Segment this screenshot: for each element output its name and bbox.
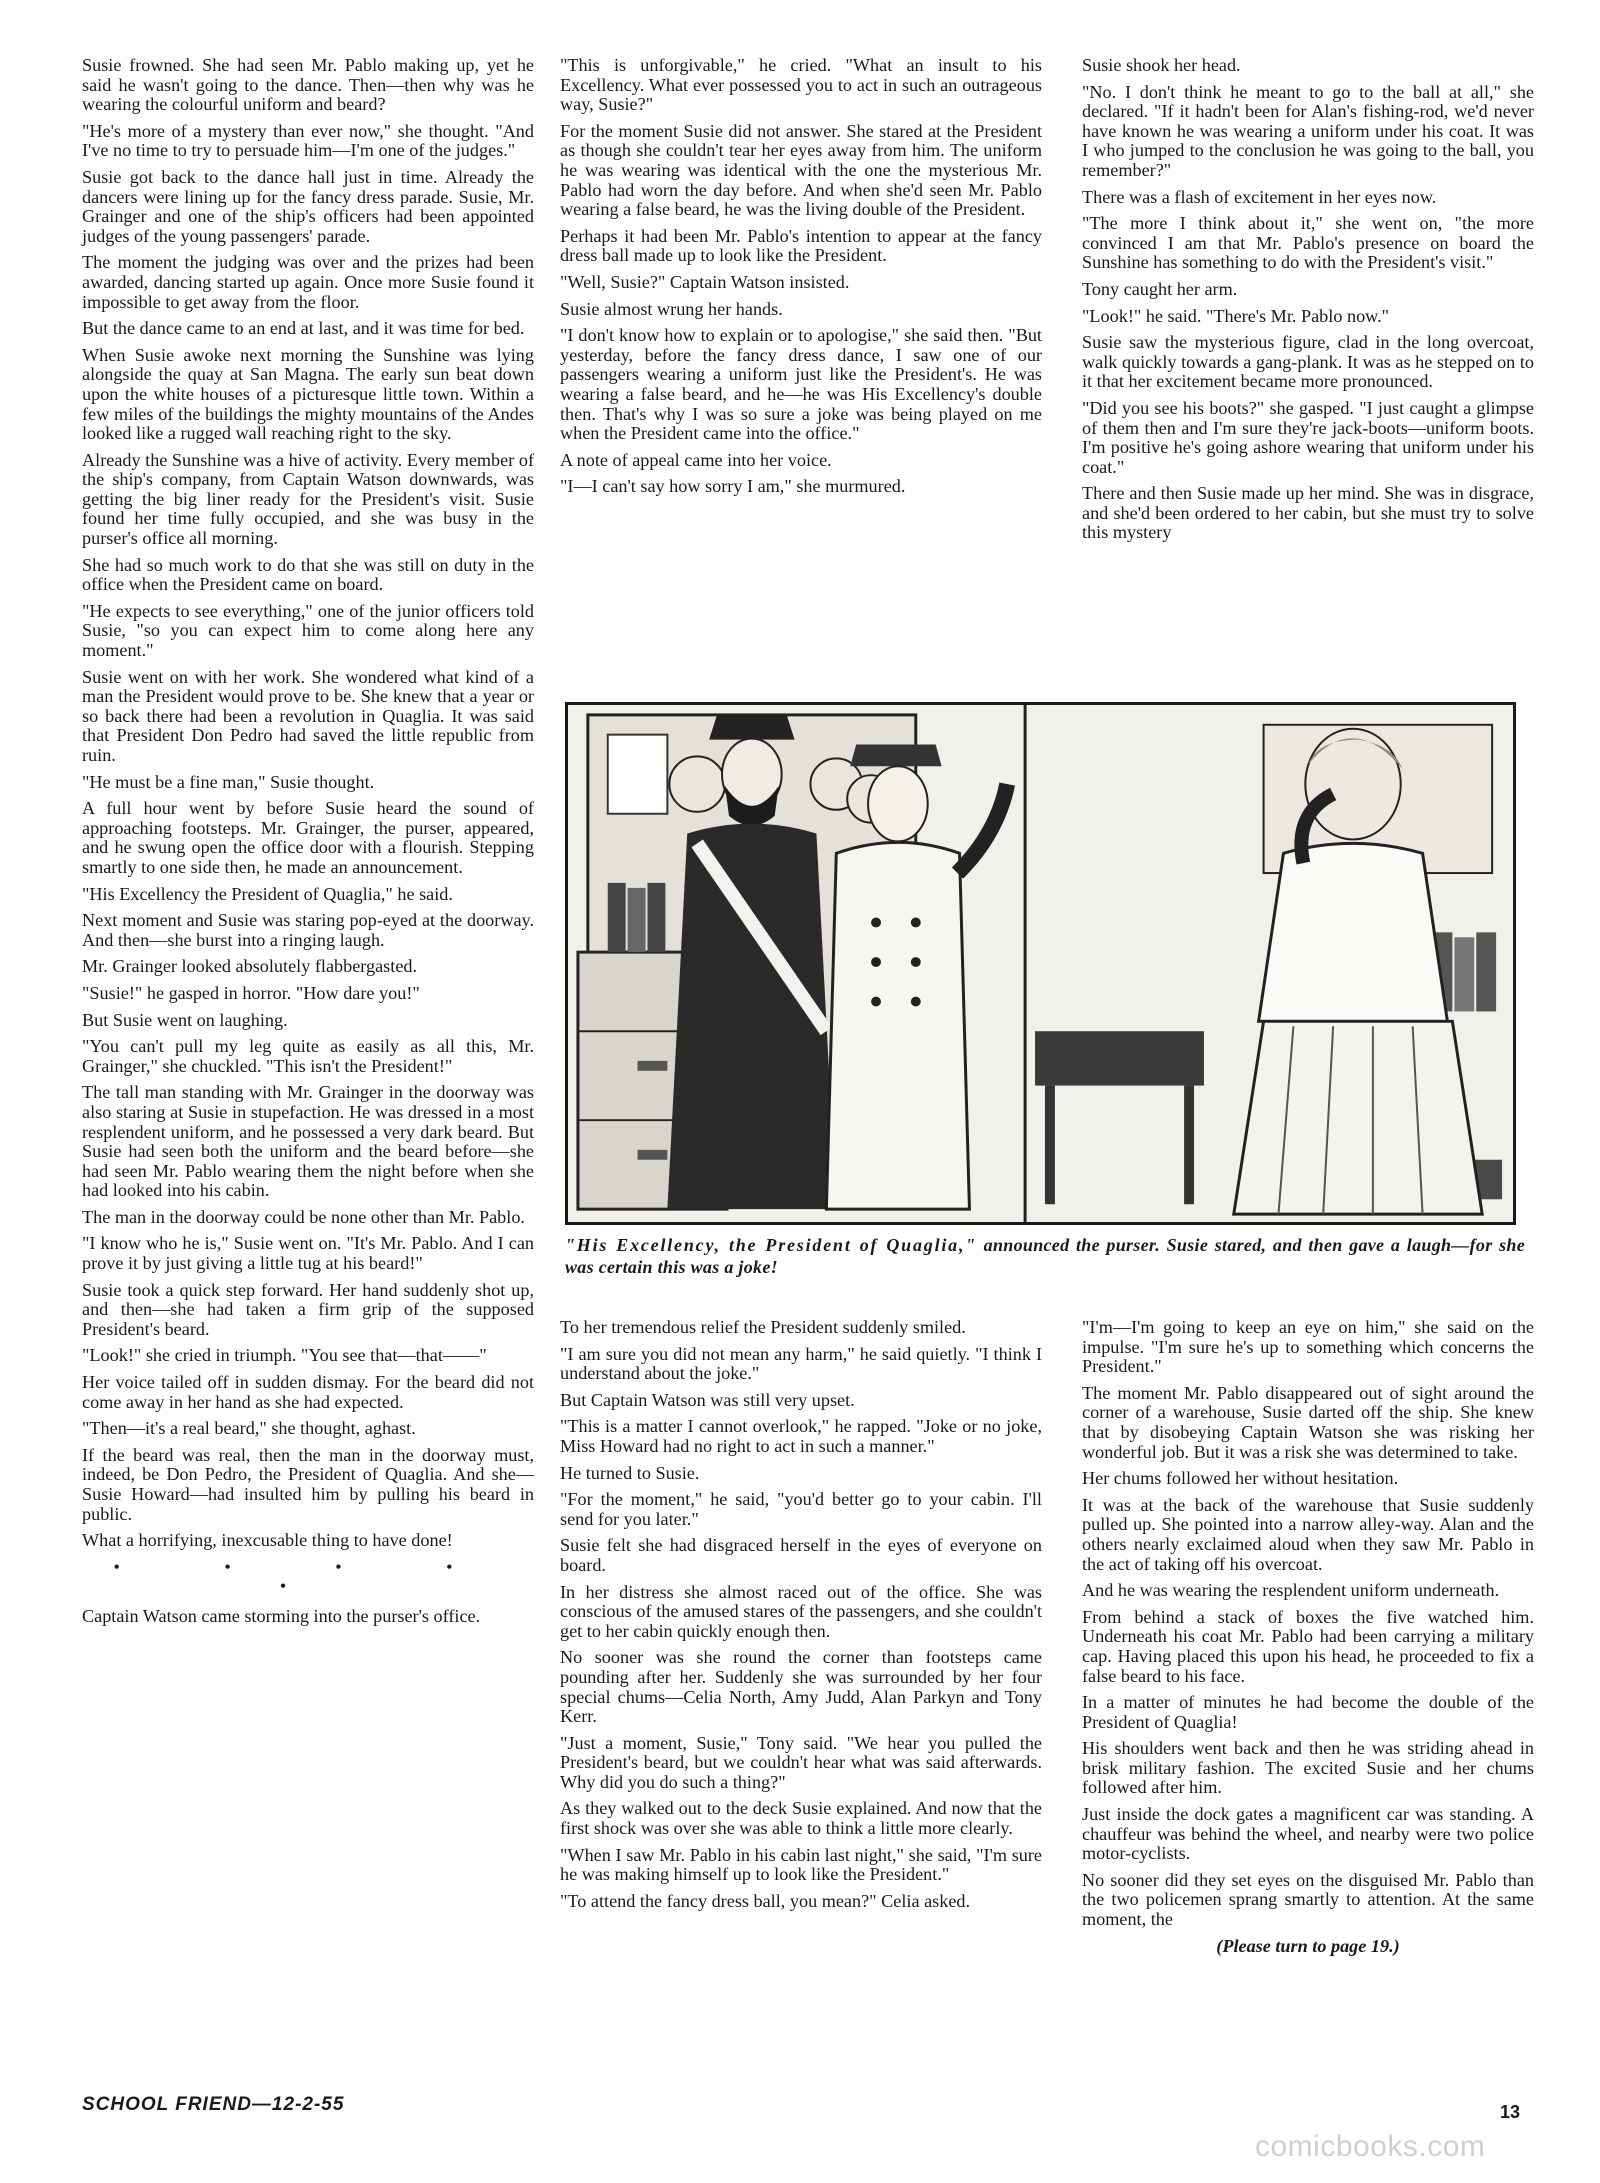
story-paragraph: "You can't pull my leg quite as easily as all this, Mr. Grainger," she chuckled. "This isn't the President!" — [82, 1036, 534, 1076]
story-illustration — [565, 702, 1516, 1225]
caption-quote: "His Excellency, the President of Quaglia," — [565, 1235, 978, 1255]
story-column-5 — [1082, 1318, 1534, 1963]
story-paragraph: Susie almost wrung her hands. — [560, 298, 783, 319]
story-paragraph: Susie went on with her work. She wondered what kind of a man the President would prove to be. She knew that a year or so back there had been a revolution in Quaglia. It was said that President Don Pedro had saved the little republic from ruin. — [82, 666, 534, 765]
story-paragraph: "I am sure you did not mean any harm," he said quietly. "I think I understand about the joke." — [560, 1343, 1042, 1384]
story-paragraph: Her voice tailed off in sudden dismay. For the beard did not come away in her hand as she had expected. — [82, 1372, 534, 1412]
continued-note: (Please turn to page 19.) — [1216, 1935, 1400, 1956]
story-paragraph: Perhaps it had been Mr. Pablo's intention to appear at the fancy dress ball made up to look like the President. — [560, 225, 1042, 266]
story-paragraph: But Susie went on laughing. — [82, 1009, 288, 1030]
story-paragraph: To her tremendous relief the President suddenly smiled. — [560, 1317, 966, 1337]
story-paragraph: When Susie awoke next morning the Sunshine was lying alongside the quay at San Magna. The early sun beat down upon the white houses of a picturesque little town. Within a few miles of the buildings the mighty mountains of the Andes looked like a rugged wall reaching right to the sky. — [82, 344, 534, 444]
story-column-3 — [1082, 56, 1534, 550]
story-paragraph: A note of appeal came into her voice. — [560, 449, 832, 470]
story-paragraph: "I'm—I'm going to keep an eye on him," she said on the impulse. "I'm sure he's up to something which concerns the President." — [1082, 1317, 1534, 1377]
story-paragraph: The tall man standing with Mr. Grainger in the doorway was also staring at Susie in stupefaction. He was dressed in a most resplendent uniform, and he possessed a very dark beard. But Susie had seen both the uniform and the beard before—she had seen Mr. Pablo wearing them the night before when she had looked into his cabin. — [82, 1082, 534, 1201]
story-paragraph: No sooner was she round the corner than footsteps came pounding after her. Suddenly she was surrounded by her four special chums—Celia North, Amy Judd, Alan Parkyn and Tony Kerr. — [560, 1647, 1042, 1727]
story-paragraph: She had so much work to do that she was still on duty in the office when the President came on board. — [82, 554, 534, 595]
watermark: comicbooks.com — [1255, 2130, 1486, 2163]
story-paragraph: "Well, Susie?" Captain Watson insisted. — [560, 271, 850, 292]
story-paragraph: There and then Susie made up her mind. She was in disgrace, and she'd been ordered to her cabin, but she must try to solve this mystery — [1082, 483, 1534, 543]
story-paragraph: But Captain Watson was still very upset. — [560, 1389, 855, 1410]
story-paragraph: "He must be a fine man," Susie thought. — [82, 771, 375, 792]
story-paragraph: If the beard was real, then the man in the doorway must, indeed, be Don Pedro, the President of Quaglia. And she—Susie Howard—had insulted him by pulling his beard in public. — [82, 1444, 534, 1524]
story-paragraph: "His Excellency the President of Quaglia," he said. — [82, 883, 453, 904]
story-paragraph: The moment the judging was over and the prizes had been awarded, dancing started up again. Once more Susie found it impossible to get away from the floor. — [82, 252, 534, 312]
story-paragraph: As they walked out to the deck Susie explained. And now that the first shock was over she was able to think a little more clearly. — [560, 1798, 1042, 1839]
story-paragraph: "I know who he is," Susie went on. "It's Mr. Pablo. And I can prove it by just giving a little tug at his beard!" — [82, 1233, 534, 1274]
story-paragraph: "I don't know how to explain or to apologise," she said then. "But yesterday, before the fancy dress dance, I saw one of our passengers wearing a uniform just like the President's. He was wearing a false beard, and he—he was His Excellency's double then. That's why I was so sure a joke was being played on me when the President came into the office." — [560, 325, 1042, 444]
illustration-caption — [565, 1234, 1525, 1278]
story-paragraph: The man in the doorway could be none other than Mr. Pablo. — [82, 1206, 525, 1227]
story-paragraph: The moment Mr. Pablo disappeared out of sight around the corner of a warehouse, Susie darted off the ship. She knew that by disobeying Captain Watson she was risking her wonderful job. But it was a risk she was determined to take. — [1082, 1382, 1534, 1462]
story-paragraph: "Susie!" he gasped in horror. "How dare you!" — [82, 982, 420, 1003]
magazine-footer: SCHOOL FRIEND—12-2-55 — [82, 2094, 345, 2115]
story-paragraph: No sooner did they set eyes on the disguised Mr. Pablo than the two policemen sprang smartly to attention. At the same moment, the — [1082, 1869, 1534, 1930]
story-column-1 — [82, 56, 534, 1634]
story-paragraph: A full hour went by before Susie heard the sound of approaching footsteps. Mr. Grainger, the purser, appeared, and he swung open the office door with a flourish. Stepping smartly to one side then, he made an announcement. — [82, 798, 534, 877]
story-paragraph: Just inside the dock gates a magnificent car was standing. A chauffeur was behind the wheel, and nearby were two police motor-cyclists. — [1082, 1804, 1534, 1864]
story-paragraph: "He's more of a mystery than ever now," she thought. "And I've no time to try to persuade him—I'm one of the judges." — [82, 120, 534, 161]
story-paragraph: "He expects to see everything," one of the junior officers told Susie, "so you can expect him to come along here any moment." — [82, 600, 534, 661]
story-paragraph: What a horrifying, inexcusable thing to have done! — [82, 1530, 453, 1551]
story-paragraph: His shoulders went back and then he was striding ahead in brisk military fashion. The excited Susie and her chums followed after him. — [1082, 1738, 1534, 1798]
story-paragraph: "Look!" he said. "There's Mr. Pablo now." — [1082, 305, 1390, 326]
story-paragraph: Captain Watson came storming into the purser's office. — [82, 1605, 481, 1626]
story-paragraph: Susie saw the mysterious figure, clad in the long overcoat, walk quickly towards a gang-plank. It was as he stepped on to it that her excitement became more pronounced. — [1082, 332, 1534, 392]
story-paragraph: He turned to Susie. — [560, 1462, 700, 1483]
story-paragraph: Susie shook her head. — [1082, 55, 1241, 75]
story-paragraph: There was a flash of excitement in her eyes now. — [1082, 186, 1437, 207]
story-paragraph: Tony caught her arm. — [1082, 278, 1238, 299]
story-paragraph: "Did you see his boots?" she gasped. "I just caught a glimpse of them then and I'm sure they're jack-boots—uniform boots. I'm positive he's going ashore wearing that uniform under his coat." — [1082, 397, 1534, 477]
section-break: • • • • • — [113, 1556, 503, 1597]
story-paragraph: "No. I don't think he meant to go to the ball at all," she declared. "If it hadn't been for Alan's fishing-rod, we'd never have known he was wearing a uniform under his coat. It was I who jumped to the conclusion he was going to the ball, you remember?" — [1082, 81, 1534, 180]
story-paragraph: "I—I can't say how sorry I am," she murmured. — [560, 476, 906, 497]
story-paragraph: Mr. Grainger looked absolutely flabbergasted. — [82, 956, 418, 977]
story-paragraph: It was at the back of the warehouse that Susie suddenly pulled up. She pointed into a narrow alley-way. Alan and the others nearly exclaimed aloud when they saw Mr. Pablo in the act of taking off his overcoat. — [1082, 1494, 1534, 1574]
story-column-4 — [560, 1318, 1042, 1918]
story-paragraph: But the dance came to an end at last, and it was time for bed. — [82, 318, 525, 339]
story-paragraph: "When I saw Mr. Pablo in his cabin last night," she said, "I'm sure he was making himself up to look like the President." — [560, 1844, 1042, 1885]
story-paragraph: "The more I think about it," she went on, "the more convinced I am that Mr. Pablo's presence on board the Sunshine has something to do with the President's visit." — [1082, 213, 1534, 273]
caption-text: announced the purser. Susie stared, and then gave a laugh—for she was certain this was a joke! — [565, 1235, 1525, 1277]
story-paragraph: Her chums followed her without hesitation. — [1082, 1468, 1399, 1489]
story-paragraph: Susie felt she had disgraced herself in the eyes of everyone on board. — [560, 1535, 1042, 1575]
story-paragraph: In a matter of minutes he had become the double of the President of Quaglia! — [1082, 1692, 1534, 1732]
story-paragraph: "For the moment," he said, "you'd better go to your cabin. I'll send for you later." — [560, 1489, 1042, 1529]
story-paragraph: From behind a stack of boxes the five watched him. Underneath his coat Mr. Pablo had been carrying a military cap. Having placed this upon his head, he proceeded to fix a false beard to his face. — [1082, 1606, 1534, 1686]
story-paragraph: "To attend the fancy dress ball, you mean?" Celia asked. — [560, 1890, 971, 1911]
story-paragraph: "This is unforgivable," he cried. "What an insult to his Excellency. What ever possessed you to act in such an outrageous way, Susie?" — [560, 55, 1042, 115]
story-paragraph: Next moment and Susie was staring pop-eyed at the doorway. And then—she burst into a ringing laugh. — [82, 910, 534, 950]
story-paragraph: Susie got back to the dance hall just in time. Already the dancers were lining up for the fancy dress parade. Susie, Mr. Grainger and one of the ship's officers had been appointed judges of the young passengers' parade. — [82, 166, 534, 246]
story-paragraph: Susie took a quick step forward. Her hand suddenly shot up, and then—she had taken a firm grip of the supposed President's beard. — [82, 1279, 534, 1339]
story-column-2 — [560, 56, 1042, 504]
story-paragraph: "Then—it's a real beard," she thought, aghast. — [82, 1418, 416, 1439]
story-paragraph: "This is a matter I cannot overlook," he rapped. "Joke or no joke, Miss Howard had no right to act in such a manner." — [560, 1416, 1042, 1456]
story-paragraph: "Just a moment, Susie," Tony said. "We hear you pulled the President's beard, but we couldn't hear what was said afterwards. Why did you do such a thing?" — [560, 1732, 1042, 1792]
story-paragraph: For the moment Susie did not answer. She stared at the President as though she couldn't tear her eyes away from him. The uniform he was wearing was identical with the one the mysterious Mr. Pablo had worn the day before. And when she'd seen Mr. Pablo wearing a false beard, he was the living double of the President. — [560, 120, 1042, 220]
story-paragraph: And he was wearing the resplendent uniform underneath. — [1082, 1580, 1500, 1601]
story-paragraph: "Look!" she cried in triumph. "You see that—that——" — [82, 1345, 487, 1366]
story-paragraph: In her distress she almost raced out of the office. She was conscious of the amused stares of the passengers, and she couldn't get to her cabin quickly enough then. — [560, 1581, 1042, 1641]
story-paragraph: Already the Sunshine was a hive of activity. Every member of the ship's company, from Captain Watson downwards, was getting the big liner ready for the President's visit. Susie found her time fully occupied, and she was busy in the purser's office all morning. — [82, 449, 534, 549]
page-number: 13 — [1500, 2102, 1521, 2122]
story-paragraph: Susie frowned. She had seen Mr. Pablo making up, yet he said he wasn't going to the dance. Then—then why was he wearing the colourful uniform and beard? — [82, 55, 534, 115]
